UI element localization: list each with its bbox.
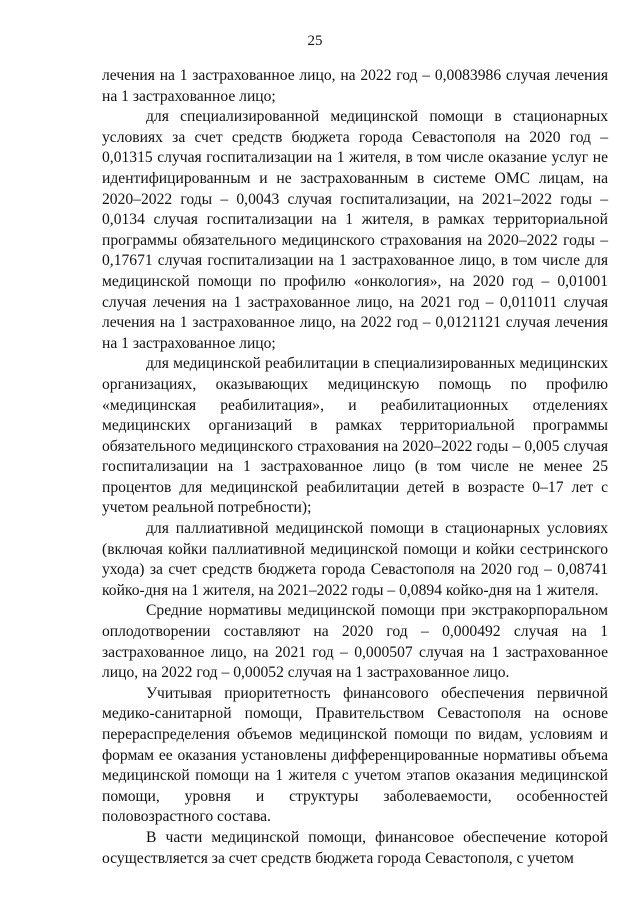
paragraph-city-budget-care: В части медицинской помощи, финансовое обеспечение которой осуществляется за счет средств бюджета города Севастополя, с учетом bbox=[102, 828, 608, 867]
paragraph-specialized-care: для специализированной медицинской помощи в стационарных условиях за счет средств бюджета города Севастополя на 2020 год – 0,01315 случая госпитализации на 1 жителя, в том числе оказание услуг не идентифицированным и не застрахованным в системе ОМС лицам, на 2020–2022 годы – 0,0043 случая госпитализации, на 2021–2022 годы – 0,0134 случая госпитализации на 1 жителя, в рамках территориальной программы обязательного медицинского страхования на 2020–2022 годы – 0,17671 случая госпитализации на 1 застрахованное лицо, в том числе для медицинской помощи по профилю «онкология», на 2020 год – 0,01001 случая лечения на 1 застрахованное лицо, на 2021 год – 0,011011 случая лечения на 1 застрахованное лицо, на 2022 год – 0,0121121 случая лечения на 1 застрахованное лицо; bbox=[102, 108, 608, 352]
document-body bbox=[102, 66, 608, 869]
page-number: 25 bbox=[307, 33, 323, 49]
paragraph-ivf-norms: Средние нормативы медицинской помощи при экстракорпоральном оплодотворении составляют на 2020 год – 0,000492 случая на 1 застрахованное лицо, на 2021 год – 0,000507 случая на 1 застрахованное лицо, на 2022 год – 0,00052 случая на 1 застрахованное лицо. bbox=[102, 602, 608, 682]
paragraph-rehabilitation: для медицинской реабилитации в специализированных медицинских организациях, оказывающих медицинскую помощь по профилю «медицинская реабилитация», и реабилитационных отделениях медицинских организаций в рамках территориальной программы обязательного медицинского страхования на 2020–2022 годы – 0,005 случая госпитализации на 1 застрахованное лицо (в том числе не менее 25 процентов для медицинской реабилитации детей в возрасте 0–17 лет с учетом реальной потребности); bbox=[102, 355, 608, 517]
paragraph-continuation: лечения на 1 застрахованное лицо, на 2022 год – 0,0083986 случая лечения на 1 застрахованное лицо; bbox=[102, 67, 608, 105]
paragraph-palliative-care: для паллиативной медицинской помощи в стационарных условиях (включая койки паллиативной медицинской помощи и койки сестринского ухода) за счет средств бюджета города Севастополя на 2020 год – 0,08741 койко-дня на 1 жителя, на 2021–2022 годы – 0,0894 койко-дня на 1 жителя. bbox=[102, 520, 608, 599]
paragraph-primary-care-priority: Учитывая приоритетность финансового обеспечения первичной медико-санитарной помощи, Правительством Севастополя на основе перераспределения объемов медицинской помощи по видам, условиям и формам ее оказания установлены дифференцированные нормативы объема медицинской помощи на 1 жителя с учетом этапов оказания медицинской помощи, уровня и структуры заболеваемости, особенностей половозрастного состава. bbox=[102, 684, 608, 826]
